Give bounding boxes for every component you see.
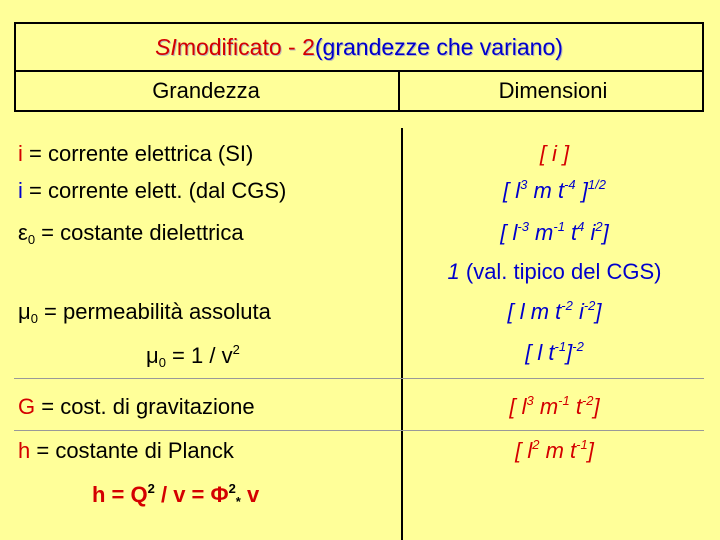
header-right-border [702,72,704,112]
dim-permittivity: [ $l^{-3}$ $m^{-1}$ $t^4$ $i^2$] [500,219,609,245]
header-divider [398,72,400,112]
dim-mu-formula: [ l $t^{-1}]^{-2}$ [525,339,584,365]
text-permittivity: = costante dielettrica [35,220,244,245]
sym-h: h [18,438,31,463]
row-permittivity: $\varepsilon_0$ = costante dielettrica [18,220,244,247]
title-paren: (grandezze che variano) [314,33,563,60]
header-bottom-rule [14,110,704,112]
text-gravitation: = cost. di gravitazione [35,394,255,419]
dim-current-cgs: [ $l^3$ m $t^{-4}$ ]$^{1/2}$ [503,177,606,203]
dim-planck: [ $l^2$ m $t^{-1}$] [515,437,594,463]
sym-mu: μ [18,299,31,324]
row-gravitation [18,396,255,418]
dim-permeability: [ l m $t^{-2}$ $i^{-2}$] [507,298,602,324]
sym-g: G [18,394,36,419]
row-rule-1 [14,378,704,379]
page-title [14,22,704,72]
text-permeability: = permeabilità assoluta [37,299,271,324]
text-current-cgs: = corrente elett. (dal CGS) [22,178,287,203]
row-mu-formula: $\mu_0 = 1 / v^2$ [146,342,240,370]
sym-epsilon: ε [18,220,28,245]
row-current-si [18,143,253,165]
row-rule-2 [14,430,704,431]
row-planck [18,440,234,462]
sym-i-cgs: i [18,178,23,203]
header-dimensioni: Dimensioni [498,78,608,103]
dim-cgs-typical: 1 (val. tipico del CGS) [447,259,662,284]
row-permeability: $\mu_0$ = permeabilità assoluta [18,299,271,326]
title-si: SI [155,33,177,60]
header-left-border [14,72,16,112]
header-grandezza: Grandezza [152,78,260,103]
row-current-cgs [18,180,286,202]
text-planck: = costante di Planck [30,438,234,463]
dim-current-si: [ i ] [539,141,570,166]
title-main: modificato - 2 [176,33,315,60]
text-current-si: = corrente elettrica (SI) [22,141,254,166]
dim-gravitation: [ $l^3$ $m^{-1}$ $t^{-2}$] [509,393,600,419]
sym-i-si: i [18,141,23,166]
row-planck-formula: $h = Q^2 / v = \Phi^2_*$ v [92,481,260,509]
